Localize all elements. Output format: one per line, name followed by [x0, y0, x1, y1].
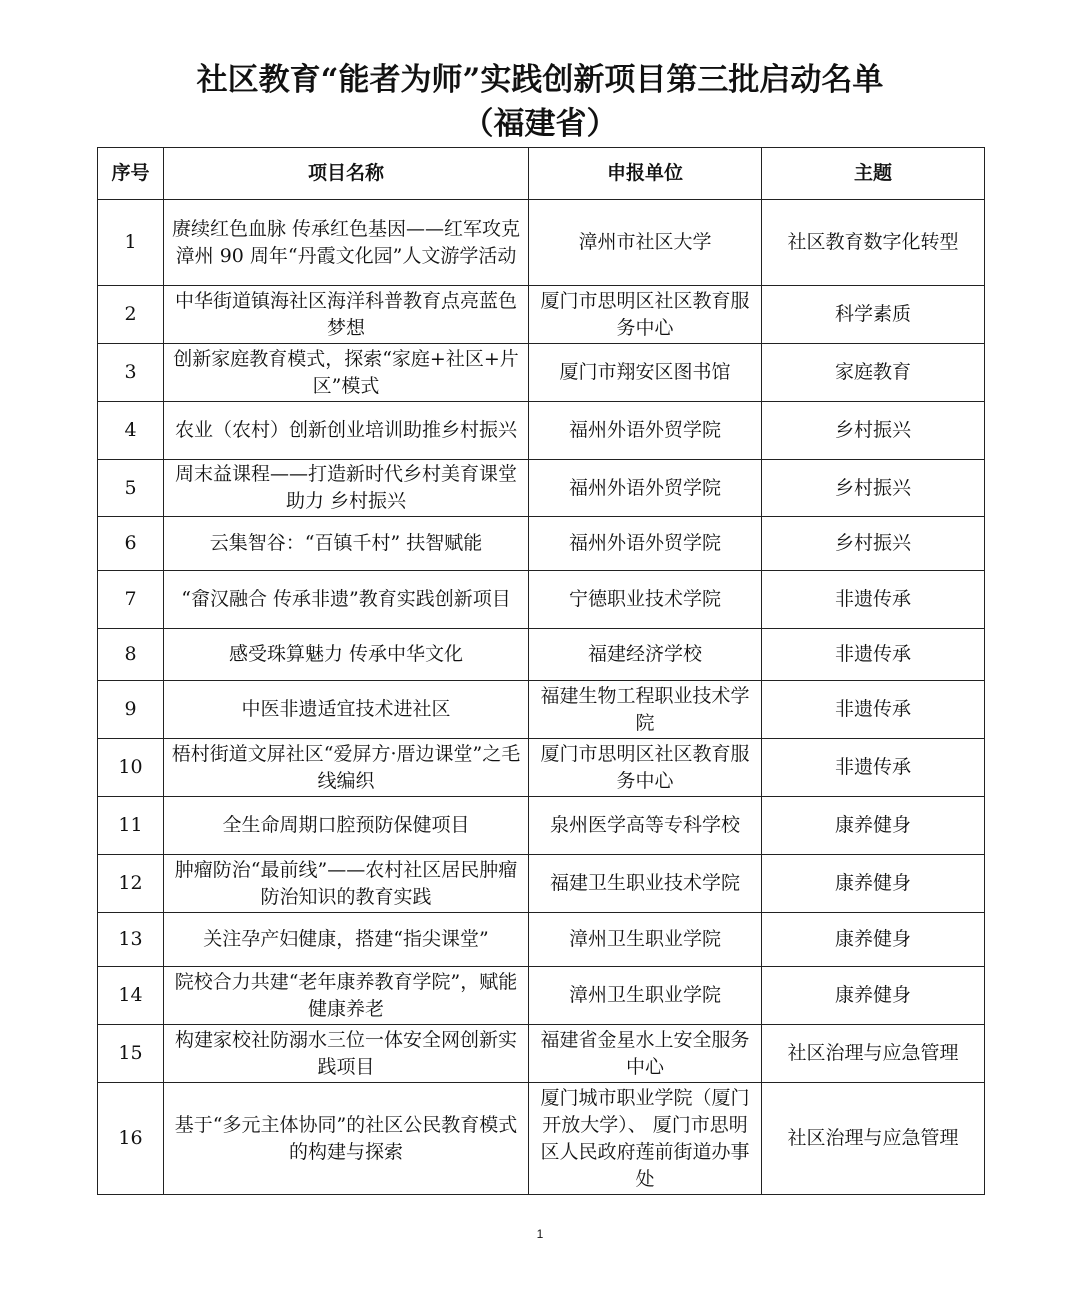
table-row: [98, 855, 985, 913]
organization-cell: 漳州市社区大学: [529, 200, 762, 286]
organization-cell: 厦门城市职业学院（厦门开放大学）、 厦门市思明区人民政府莲前街道办事处: [529, 1083, 762, 1195]
project-name-cell: 农业（农村）创新创业培训助推乡村振兴: [164, 402, 529, 460]
row-number-cell: 4: [98, 402, 164, 460]
table-row: [98, 402, 985, 460]
theme-cell: 非遗传承: [762, 571, 985, 629]
theme-cell: 康养健身: [762, 913, 985, 967]
table-row: [98, 967, 985, 1025]
organization-cell: 福州外语外贸学院: [529, 460, 762, 517]
row-number-cell: 3: [98, 344, 164, 402]
project-name-cell: 全生命周期口腔预防保健项目: [164, 797, 529, 855]
theme-cell: 社区治理与应急管理: [762, 1083, 985, 1195]
table-row: [98, 460, 985, 517]
organization-cell: 漳州卫生职业学院: [529, 913, 762, 967]
row-number-cell: 12: [98, 855, 164, 913]
table-header-row: [98, 148, 985, 200]
theme-cell: 家庭教育: [762, 344, 985, 402]
organization-cell: 福州外语外贸学院: [529, 517, 762, 571]
table-row: [98, 1025, 985, 1083]
organization-cell: 福州外语外贸学院: [529, 402, 762, 460]
row-number-cell: 1: [98, 200, 164, 286]
table-row: [98, 286, 985, 344]
header-theme: 主题: [762, 148, 985, 200]
project-name-cell: 构建家校社防溺水三位一体安全网创新实践项目: [164, 1025, 529, 1083]
theme-cell: 乡村振兴: [762, 460, 985, 517]
project-name-cell: 肿瘤防治“最前线”——农村社区居民肿瘤防治知识的教育实践: [164, 855, 529, 913]
table-row: [98, 571, 985, 629]
project-name-cell: “畲汉融合 传承非遗”教育实践创新项目: [164, 571, 529, 629]
project-table: [97, 147, 985, 1195]
table-row: [98, 1083, 985, 1195]
header-no: 序号: [98, 148, 164, 200]
theme-cell: 社区治理与应急管理: [762, 1025, 985, 1083]
project-name-cell: 梧村街道文屏社区“爱屏方·厝边课堂”之毛线编织: [164, 739, 529, 797]
organization-cell: 泉州医学高等专科学校: [529, 797, 762, 855]
document-title: 社区教育“能者为师”实践创新项目第三批启动名单: [196, 62, 884, 98]
theme-cell: 社区教育数字化转型: [762, 200, 985, 286]
organization-cell: 宁德职业技术学院: [529, 571, 762, 629]
project-name-cell: 基于“多元主体协同”的社区公民教育模式的构建与探索: [164, 1083, 529, 1195]
row-number-cell: 7: [98, 571, 164, 629]
row-number-cell: 16: [98, 1083, 164, 1195]
table-row: [98, 681, 985, 739]
organization-cell: 福建省金星水上安全服务中心: [529, 1025, 762, 1083]
project-name-cell: 赓续红色血脉 传承红色基因——红军攻克漳州 90 周年“丹霞文化园”人文游学活动: [164, 200, 529, 286]
organization-cell: 福建卫生职业技术学院: [529, 855, 762, 913]
row-number-cell: 13: [98, 913, 164, 967]
project-name-cell: 感受珠算魅力 传承中华文化: [164, 629, 529, 681]
theme-cell: 乡村振兴: [762, 517, 985, 571]
row-number-cell: 9: [98, 681, 164, 739]
theme-cell: 非遗传承: [762, 629, 985, 681]
row-number-cell: 8: [98, 629, 164, 681]
project-name-cell: 云集智谷：“百镇千村” 扶智赋能: [164, 517, 529, 571]
row-number-cell: 14: [98, 967, 164, 1025]
row-number-cell: 6: [98, 517, 164, 571]
organization-cell: 厦门市思明区社区教育服务中心: [529, 286, 762, 344]
theme-cell: 康养健身: [762, 855, 985, 913]
table-row: [98, 629, 985, 681]
project-name-cell: 关注孕产妇健康，搭建“指尖课堂”: [164, 913, 529, 967]
organization-cell: 厦门市翔安区图书馆: [529, 344, 762, 402]
project-name-cell: 院校合力共建“老年康养教育学院”，赋能健康养老: [164, 967, 529, 1025]
theme-cell: 非遗传承: [762, 681, 985, 739]
theme-cell: 康养健身: [762, 967, 985, 1025]
table-row: [98, 344, 985, 402]
document-subtitle: （福建省）: [462, 106, 618, 142]
row-number-cell: 10: [98, 739, 164, 797]
organization-cell: 福建经济学校: [529, 629, 762, 681]
project-name-cell: 中医非遗适宜技术进社区: [164, 681, 529, 739]
row-number-cell: 2: [98, 286, 164, 344]
table-row: [98, 913, 985, 967]
theme-cell: 康养健身: [762, 797, 985, 855]
theme-cell: 科学素质: [762, 286, 985, 344]
project-name-cell: 创新家庭教育模式，探索“家庭+社区+片区”模式: [164, 344, 529, 402]
page-number: 1: [536, 1227, 544, 1241]
table-row: [98, 797, 985, 855]
organization-cell: 厦门市思明区社区教育服务中心: [529, 739, 762, 797]
row-number-cell: 11: [98, 797, 164, 855]
row-number-cell: 5: [98, 460, 164, 517]
header-organization: 申报单位: [529, 148, 762, 200]
table-row: [98, 739, 985, 797]
project-name-cell: 周末益课程——打造新时代乡村美育课堂助力 乡村振兴: [164, 460, 529, 517]
organization-cell: 福建生物工程职业技术学院: [529, 681, 762, 739]
project-name-cell: 中华街道镇海社区海洋科普教育点亮蓝色梦想: [164, 286, 529, 344]
header-project-name: 项目名称: [164, 148, 529, 200]
organization-cell: 漳州卫生职业学院: [529, 967, 762, 1025]
table-row: [98, 200, 985, 286]
table-row: [98, 517, 985, 571]
theme-cell: 乡村振兴: [762, 402, 985, 460]
theme-cell: 非遗传承: [762, 739, 985, 797]
row-number-cell: 15: [98, 1025, 164, 1083]
